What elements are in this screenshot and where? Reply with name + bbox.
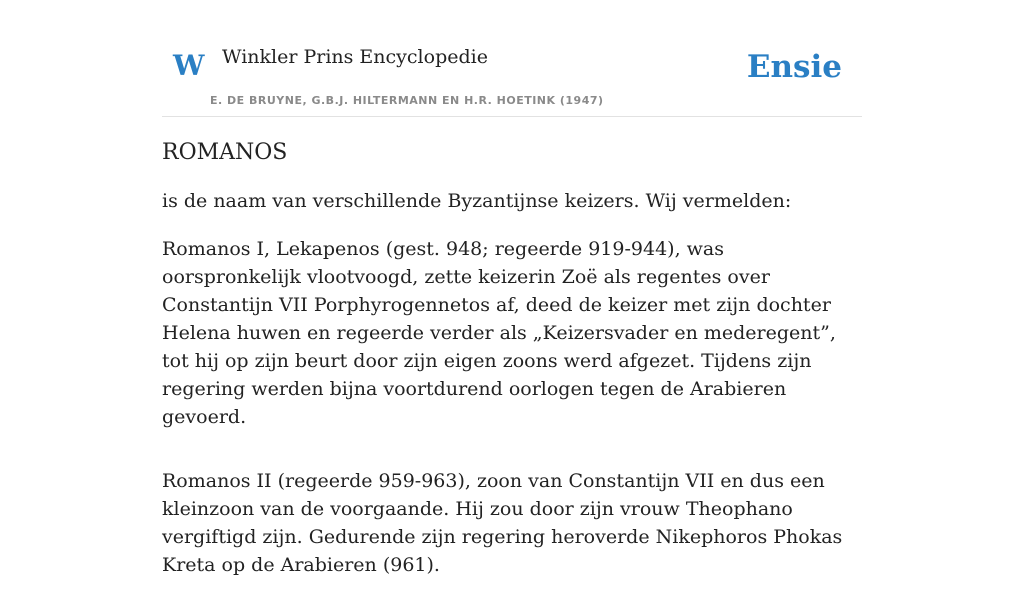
winkler-prins-logo[interactable]: W	[173, 49, 205, 82]
article-content	[162, 140, 862, 599]
article-paragraph-romanos-ii: Romanos II (regeerde 959-963), zoon van Constantijn VII en dus een kleinzoon van de voorgaande. Hij zou door zijn vrouw Theophano vergiftigd zijn. Gedurende zijn regering heroverde Nikephoros Phokas Kreta op de Arabieren (961).	[162, 470, 843, 576]
article-title: ROMANOS	[162, 140, 288, 165]
ensie-brand-link[interactable]: Ensie	[746, 49, 842, 85]
site-header	[162, 40, 862, 117]
authors-subtitle: E. DE BRUYNE, G.B.J. HILTERMANN EN H.R. HOETINK (1947)	[210, 94, 604, 107]
article-intro: is de naam van verschillende Byzantijnse keizers. Wij vermelden:	[162, 190, 792, 212]
site-title[interactable]: Winkler Prins Encyclopedie	[222, 46, 488, 68]
article-paragraph-romanos-i: Romanos I, Lekapenos (gest. 948; regeerde 919-944), was oorspronkelijk vlootvoogd, zette keizerin Zoë als regentes over Constantijn VII Porphyrogennetos af, deed de keizer met zijn dochter Helena huwen en regeerde verder als „Keizersvader en mederegent”, tot hij op zijn beurt door zijn eigen zoons werd afgezet. Tijdens zijn regering werden bijna voortdurend oorlogen tegen de Arabieren gevoerd.	[162, 238, 836, 428]
